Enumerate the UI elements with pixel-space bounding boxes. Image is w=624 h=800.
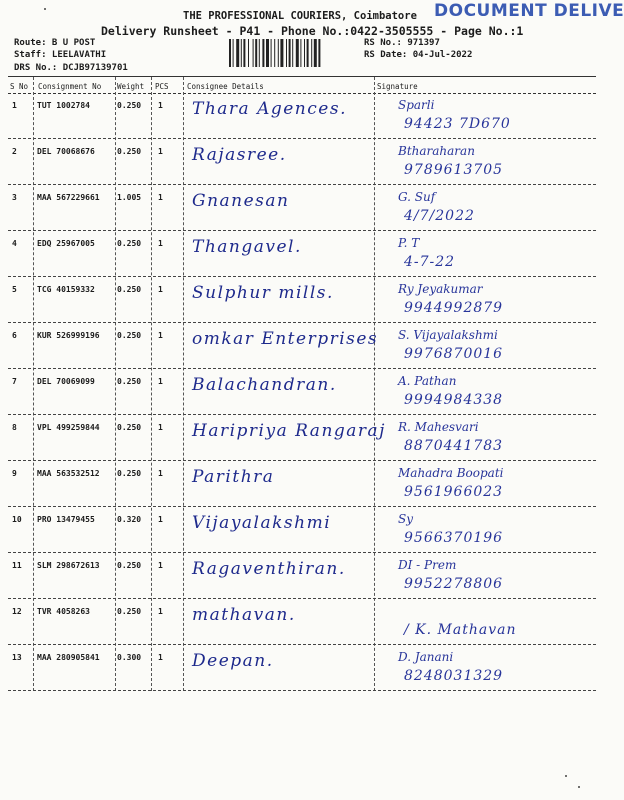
signature-name: Ry Jeyakumar bbox=[398, 282, 483, 296]
weight-cell: 1.005 bbox=[117, 193, 142, 202]
row-divider bbox=[8, 138, 596, 139]
sno-cell: 6 bbox=[12, 331, 17, 340]
consignee-handwritten: Haripriya Rangaraj bbox=[192, 421, 386, 441]
consignment-number-cell: DEL 70069099 bbox=[37, 377, 95, 386]
consignee-handwritten: Deepan. bbox=[192, 651, 274, 671]
consignee-handwritten: Rajasree. bbox=[192, 145, 287, 165]
rs-number: RS No.: 971397 bbox=[364, 38, 440, 48]
row-divider bbox=[8, 552, 596, 553]
signature-name: D. Janani bbox=[398, 650, 454, 664]
signature-name: R. Mahesvari bbox=[398, 420, 479, 434]
signature-name: Btharaharan bbox=[398, 144, 475, 158]
consignee-handwritten: Ragaventhiran. bbox=[192, 559, 346, 579]
signature-phone: 9994984338 bbox=[404, 392, 504, 408]
signature-phone: 4/7/2022 bbox=[404, 208, 475, 224]
weight-cell: 0.250 bbox=[117, 423, 142, 432]
signature-phone: / K. Mathavan bbox=[404, 622, 517, 638]
signature-name: S. Vijayalakshmi bbox=[398, 328, 498, 342]
table-top-rule bbox=[8, 76, 596, 77]
pcs-cell: 1 bbox=[158, 285, 163, 294]
consignee-handwritten: Thangavel. bbox=[192, 237, 302, 257]
signature-name: DI - Prem bbox=[398, 558, 457, 572]
row-divider bbox=[8, 598, 596, 599]
pcs-cell: 1 bbox=[158, 239, 163, 248]
sno-cell: 3 bbox=[12, 193, 17, 202]
consignee-handwritten: Sulphur mills. bbox=[192, 283, 334, 303]
row-divider bbox=[8, 690, 596, 691]
signature-phone: 8248031329 bbox=[404, 668, 504, 684]
sno-cell: 1 bbox=[12, 101, 17, 110]
signature-phone: 9952278806 bbox=[404, 576, 504, 592]
consignee-handwritten: mathavan. bbox=[192, 605, 296, 625]
signature-phone: 9944992879 bbox=[404, 300, 504, 316]
col-weight-heading: Weight bbox=[117, 82, 145, 91]
col-consignee-heading: Consignee Details bbox=[187, 82, 264, 91]
pcs-cell: 1 bbox=[158, 147, 163, 156]
pcs-cell: 1 bbox=[158, 561, 163, 570]
signature-phone: 4-7-22 bbox=[404, 254, 456, 270]
consignee-handwritten: Gnanesan bbox=[192, 191, 290, 211]
weight-cell: 0.250 bbox=[117, 377, 142, 386]
weight-cell: 0.250 bbox=[117, 285, 142, 294]
scan-speck bbox=[578, 786, 580, 788]
pcs-cell: 1 bbox=[158, 331, 163, 340]
sno-cell: 5 bbox=[12, 285, 17, 294]
sno-cell: 9 bbox=[12, 469, 17, 478]
pcs-cell: 1 bbox=[158, 653, 163, 662]
col-sno-heading: S No bbox=[10, 82, 29, 91]
signature-name: Sparli bbox=[398, 98, 435, 112]
signature-name: G. Suf bbox=[398, 190, 436, 204]
row-divider bbox=[8, 414, 596, 415]
pcs-cell: 1 bbox=[158, 193, 163, 202]
row-divider bbox=[8, 276, 596, 277]
barcode bbox=[229, 39, 361, 67]
scan-speck bbox=[44, 8, 46, 10]
signature-phone: 9566370196 bbox=[404, 530, 504, 546]
pcs-cell: 1 bbox=[158, 515, 163, 524]
consignment-number-cell: EDQ 25967005 bbox=[37, 239, 95, 248]
signature-name: Mahadra Boopati bbox=[398, 466, 504, 480]
sno-cell: 11 bbox=[12, 561, 22, 570]
route-label: Route: B U POST bbox=[14, 38, 96, 48]
sno-cell: 12 bbox=[12, 607, 22, 616]
sno-cell: 7 bbox=[12, 377, 17, 386]
pcs-cell: 1 bbox=[158, 377, 163, 386]
weight-cell: 0.250 bbox=[117, 561, 142, 570]
sno-cell: 4 bbox=[12, 239, 17, 248]
row-divider bbox=[8, 184, 596, 185]
signature-phone: 94423 7D670 bbox=[404, 116, 511, 132]
pcs-cell: 1 bbox=[158, 607, 163, 616]
weight-cell: 0.250 bbox=[117, 469, 142, 478]
row-divider bbox=[8, 230, 596, 231]
weight-cell: 0.250 bbox=[117, 607, 142, 616]
row-divider bbox=[8, 460, 596, 461]
consignment-number-cell: SLM 298672613 bbox=[37, 561, 100, 570]
consignment-number-cell: MAA 563532512 bbox=[37, 469, 100, 478]
consignment-number-cell: TVR 4058263 bbox=[37, 607, 90, 616]
col-pcs-heading: PCS bbox=[155, 82, 169, 91]
weight-cell: 0.250 bbox=[117, 101, 142, 110]
consignment-number-cell: VPL 499259844 bbox=[37, 423, 100, 432]
consignee-handwritten: omkar Enterprises bbox=[192, 329, 379, 349]
row-divider bbox=[8, 506, 596, 507]
col-consignment-heading: Consignment No bbox=[38, 82, 102, 91]
document-title: THE PROFESSIONAL COURIERS, Coimbatore bbox=[183, 10, 417, 22]
row-divider bbox=[8, 368, 596, 369]
consignee-handwritten: Thara Agences. bbox=[192, 99, 347, 119]
sno-cell: 10 bbox=[12, 515, 22, 524]
consignment-number-cell: MAA 567229661 bbox=[37, 193, 100, 202]
signature-phone: 9789613705 bbox=[404, 162, 504, 178]
weight-cell: 0.300 bbox=[117, 653, 142, 662]
runsheet-subtitle: Delivery Runsheet - P41 - Phone No.:0422-3505555 - Page No.:1 bbox=[101, 24, 524, 38]
consignment-number-cell: KUR 526999196 bbox=[37, 331, 100, 340]
weight-cell: 0.320 bbox=[117, 515, 142, 524]
signature-name: Sy bbox=[398, 512, 413, 526]
staff-label: Staff: LEELAVATHI bbox=[14, 50, 107, 60]
consignment-number-cell: TCG 40159332 bbox=[37, 285, 95, 294]
signature-phone: 9561966023 bbox=[404, 484, 504, 500]
consignee-handwritten: Balachandran. bbox=[192, 375, 337, 395]
signature-name: A. Pathan bbox=[398, 374, 457, 388]
table-header-rule bbox=[8, 93, 596, 94]
signature-phone: 9976870016 bbox=[404, 346, 504, 362]
signature-phone: 8870441783 bbox=[404, 438, 504, 454]
consignment-number-cell: MAA 280905841 bbox=[37, 653, 100, 662]
consignee-handwritten: Parithra bbox=[192, 467, 275, 487]
row-divider bbox=[8, 322, 596, 323]
consignment-number-cell: DEL 70068676 bbox=[37, 147, 95, 156]
pcs-cell: 1 bbox=[158, 101, 163, 110]
pcs-cell: 1 bbox=[158, 423, 163, 432]
weight-cell: 0.250 bbox=[117, 331, 142, 340]
drs-number: DRS No.: DCJB97139701 bbox=[14, 63, 128, 73]
consignee-handwritten: Vijayalakshmi bbox=[192, 513, 332, 533]
rs-date: RS Date: 04-Jul-2022 bbox=[364, 50, 473, 60]
sno-cell: 2 bbox=[12, 147, 17, 156]
pcs-cell: 1 bbox=[158, 469, 163, 478]
row-divider bbox=[8, 644, 596, 645]
document-delivered-stamp: DOCUMENT DELIVE bbox=[434, 1, 624, 21]
consignment-number-cell: PRO 13479455 bbox=[37, 515, 95, 524]
col-signature-heading: Signature bbox=[377, 82, 418, 91]
weight-cell: 0.250 bbox=[117, 147, 142, 156]
signature-name: P. T bbox=[398, 236, 420, 250]
sno-cell: 13 bbox=[12, 653, 22, 662]
scan-speck bbox=[565, 775, 567, 777]
consignment-number-cell: TUT 1002784 bbox=[37, 101, 90, 110]
weight-cell: 0.250 bbox=[117, 239, 142, 248]
sno-cell: 8 bbox=[12, 423, 17, 432]
